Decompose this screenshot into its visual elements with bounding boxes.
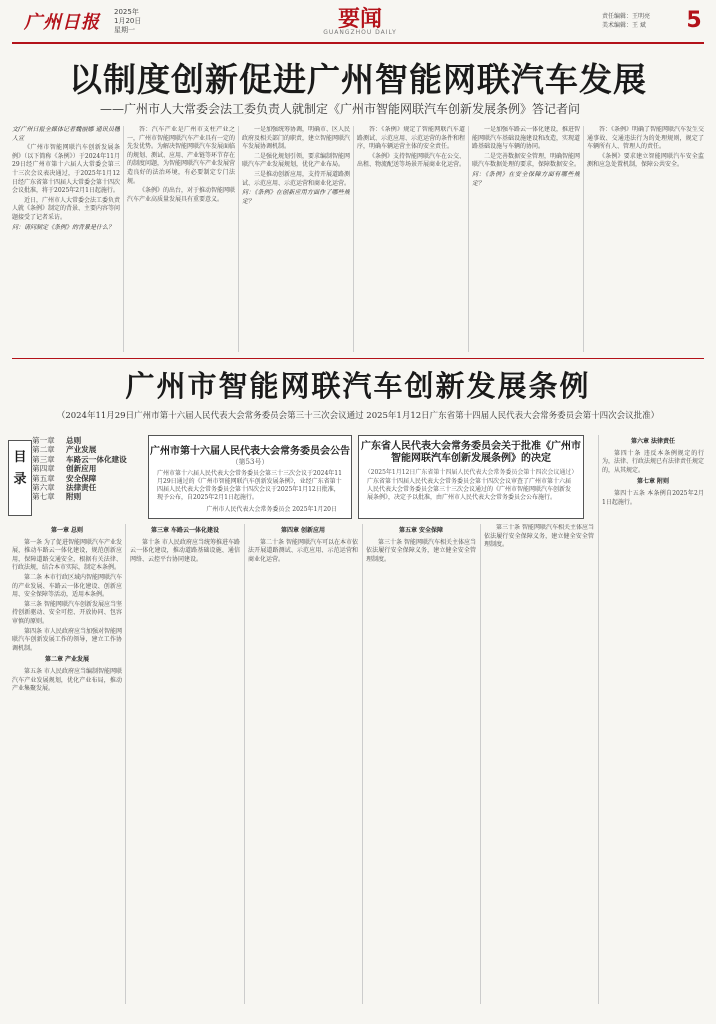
regulation-column-6 — [602, 435, 704, 1004]
article-headline: 以制度创新促进广州智能网联汽车发展 — [69, 60, 647, 99]
toc-item: 第二章 产业发展 — [32, 445, 97, 455]
column-divider — [123, 126, 124, 352]
masthead-divider — [12, 42, 704, 44]
column-divider — [583, 126, 584, 352]
article-column-3 — [242, 126, 350, 352]
article-column-6 — [587, 126, 704, 352]
column-divider — [362, 524, 363, 1004]
article: 第十条 市人民政府应当统筹推进车路云一体化建设，推动道路基础设施、通信网络、云控平台协同建设。 — [130, 538, 240, 563]
article: 第二十条 智能网联汽车可以在本市依法开展道路测试、示范应用、示范运营和商业化运营。 — [248, 538, 358, 563]
editor-credits: 责任编辑：王明亮 美术编辑：王 斌 — [602, 13, 651, 29]
notice-signature: 广州市人民代表大会常务委员会 2025年1月20日 — [206, 506, 337, 513]
article: 第四十五条 本条例自2025年2月1日起施行。 — [602, 489, 704, 506]
article: 第三十条 智能网联汽车相关主体应当依法履行安全保障义务，建立健全安全管理制度。 — [366, 538, 476, 563]
newspaper-logo: 广州日报 — [24, 12, 100, 33]
question: 问：《条例》在创新应用方面作了哪些规定？ — [242, 189, 350, 205]
article: 第一条 为了促进智能网联汽车产业发展，推动车路云一体化建设，规范创新应用，保障道路交通安全，根据有关法律、行政法规，结合本市实际，制定本条例。 — [12, 538, 122, 572]
regulation-title: 广州市智能网联汽车创新发展条例 — [125, 369, 591, 403]
chapter-heading: 第七章 附则 — [636, 478, 670, 486]
toc-item: 第四章 创新应用 — [32, 464, 97, 474]
notice-title: 广州市第十六届人民代表大会常务委员会公告 — [150, 446, 350, 457]
paragraph: 一是加强统筹协调，明确市、区人民政府及相关部门的职责，建立智能网联汽车发展协调机制。 — [242, 126, 350, 151]
section-subtitle: GUANGZHOU DAILY — [323, 29, 397, 36]
notice-body: 广东省第十四届人民代表大会常务委员会第十四次会议审查了广州市第十六届人民代表大会常务委员会第三十三次会议通过的《广州市智能网联汽车创新发展条例》，决定予以批准，由广州市人民代表大会常务委员会公布施行。 — [367, 478, 572, 501]
chapter-heading: 第五章 安全保障 — [398, 527, 444, 534]
notice-box-provincial — [358, 435, 584, 519]
chapter-heading: 第二章 产业发展 — [44, 656, 90, 664]
chapter-heading: 第四章 创新应用 — [280, 527, 326, 534]
toc-item: 第三章 车路云一体化建设 — [32, 454, 127, 464]
article: 第三条 智能网联汽车创新发展应当坚持创新驱动、安全可控、开放协同、包容审慎的原则。 — [12, 600, 122, 625]
regulation-column-5 — [484, 524, 594, 1004]
chapter-heading: 第三章 车路云一体化建设 — [150, 527, 220, 534]
toc-item: 第六章 法律责任 — [32, 483, 97, 493]
byline: 文/广州日报全媒体记者魏丽娜 通讯员穗人宣 — [12, 126, 120, 142]
article: 第四十条 违反本条例规定的行为，法律、行政法规已有法律责任规定的，从其规定。 — [602, 449, 704, 474]
paragraph: 近日，广州市人大常委会法工委负责人就《条例》制定的背景、主要内容等问题接受了记者采访。 — [12, 196, 120, 221]
paragraph: 《条例》要求建立智能网联汽车安全监测和应急处置机制，保障公共安全。 — [587, 152, 704, 169]
notice-date: （2025年1月12日广东省第十四届人民代表大会常务委员会第十四次会议通过） — [364, 469, 578, 476]
table-of-contents — [32, 436, 142, 502]
notice-box-municipal — [148, 435, 352, 519]
paragraph: 答：《条例》规定了智能网联汽车道路测试、示范应用、示范运营的条件和程序，明确车辆运营主体的安全责任。 — [357, 126, 465, 151]
paragraph: 答：汽车产业是广州市支柱产业之一，广州市智能网联汽车产业具有一定的先发优势。为解决智能网联汽车发展面临的规划、测试、应用、产业链等环节存在的制度问题，为智能网联汽车产业发展营造良好的法治环境，有必要制定专门法规。 — [127, 126, 235, 185]
article-column-5 — [472, 126, 580, 352]
regulation-subtitle: （2024年11月29日广州市第十六届人民代表大会常务委员会第三十三次会议通过 2025年1月12日广东省第十四届人民代表大会常务委员会第十四次会议批准） — [56, 411, 660, 421]
notice-number: （第53号） — [231, 458, 269, 466]
notice-title: 广东省人民代表大会常务委员会关于批准《广州市智能网联汽车创新发展条例》的决定 — [361, 441, 581, 464]
issue-date: 2025年 1月20日 星期一 — [114, 8, 142, 34]
article: 第二条 本市行政区域内智能网联汽车的产业发展、车路云一体化建设、创新应用、安全保障等活动，适用本条例。 — [12, 573, 122, 599]
paragraph: 二是完善数据安全管理，明确智能网联汽车数据处理的要求，保障数据安全。 — [472, 152, 580, 169]
article-column-4 — [357, 126, 465, 352]
column-divider — [480, 524, 481, 1004]
toc-item: 第七章 附则 — [32, 492, 82, 502]
column-divider — [468, 126, 469, 352]
regulation-column-3 — [248, 524, 358, 1004]
article: 第四条 市人民政府应当加强对智能网联汽车创新发展工作的领导，建立工作协调机制。 — [12, 627, 122, 652]
article-column-1 — [12, 126, 120, 352]
page-number: 5 — [686, 8, 702, 33]
column-divider — [238, 126, 239, 352]
paragraph: 《广州市智能网联汽车创新发展条例》（以下简称《条例》）于2024年11月29日经广州市第十六届人大常委会第三十三次会议表决通过，于2025年1月12日经广东省第十四届人大常委会第十四次会议批准，将于2025年2月1日起施行。 — [12, 144, 120, 195]
regulation-column-2 — [130, 524, 240, 1004]
section-title: 要闻 — [337, 6, 382, 32]
article: 第五条 市人民政府应当编制智能网联汽车产业发展规划，优化产业布局，推动产业集聚发展。 — [12, 667, 122, 693]
masthead — [0, 0, 716, 42]
notice-body: 广州市第十六届人民代表大会常务委员会第三十三次会议于2024年11月29日通过的《广州市智能网联汽车创新发展条例》，业经广东省第十四届人民代表大会常务委员会第十四次会议于2025年1月12日批准，现予公布，自2025年2月1日起施行。 — [157, 470, 342, 501]
toc-item: 第一章 总则 — [32, 436, 82, 445]
toc-label: 目录 — [8, 440, 32, 516]
question: 问：《条例》在安全保障方面有哪些规定？ — [472, 170, 580, 187]
chapter-heading: 第六章 法律责任 — [630, 438, 676, 445]
regulation-column-1 — [12, 524, 122, 1004]
article-subheadline: ——广州市人大常委会法工委负责人就制定《广州市智能网联汽车创新发展条例》答记者问 — [100, 102, 581, 116]
paragraph: 《条例》的出台，对于推动智能网联汽车产业高质量发展具有重要意义。 — [127, 187, 235, 203]
paragraph: 三是推动创新应用，支持开展道路测试、示范应用、示范运营和商业化运营。 — [242, 170, 350, 187]
column-divider — [598, 435, 599, 1004]
paragraph: 答：《条例》明确了智能网联汽车发生交通事故、交通违法行为的处理规则，规定了车辆所有人、管理人的责任。 — [587, 126, 704, 151]
chapter-heading: 第一章 总则 — [50, 527, 84, 534]
paragraph: 《条例》支持智能网联汽车在公交、出租、物流配送等场景开展商业化运营。 — [357, 152, 465, 169]
regulation-column-4 — [366, 524, 476, 1004]
paragraph: 二是强化规划引领，要求编制智能网联汽车产业发展规划，优化产业布局。 — [242, 152, 350, 169]
toc-item: 第五章 安全保障 — [32, 473, 97, 483]
column-divider — [125, 524, 126, 1004]
section-divider — [12, 358, 704, 359]
article-column-2 — [127, 126, 235, 352]
column-divider — [353, 126, 354, 352]
question: 问：请问制定《条例》的背景是什么？ — [12, 223, 115, 231]
column-divider — [244, 524, 245, 1004]
article: 第三十条 智能网联汽车相关主体应当依法履行安全保障义务，建立健全安全管理制度。 — [484, 524, 594, 549]
paragraph: 一是加强车路云一体化建设，推进智能网联汽车基础设施建设和改造，实现道路基础设施与车辆的协同。 — [472, 126, 580, 151]
